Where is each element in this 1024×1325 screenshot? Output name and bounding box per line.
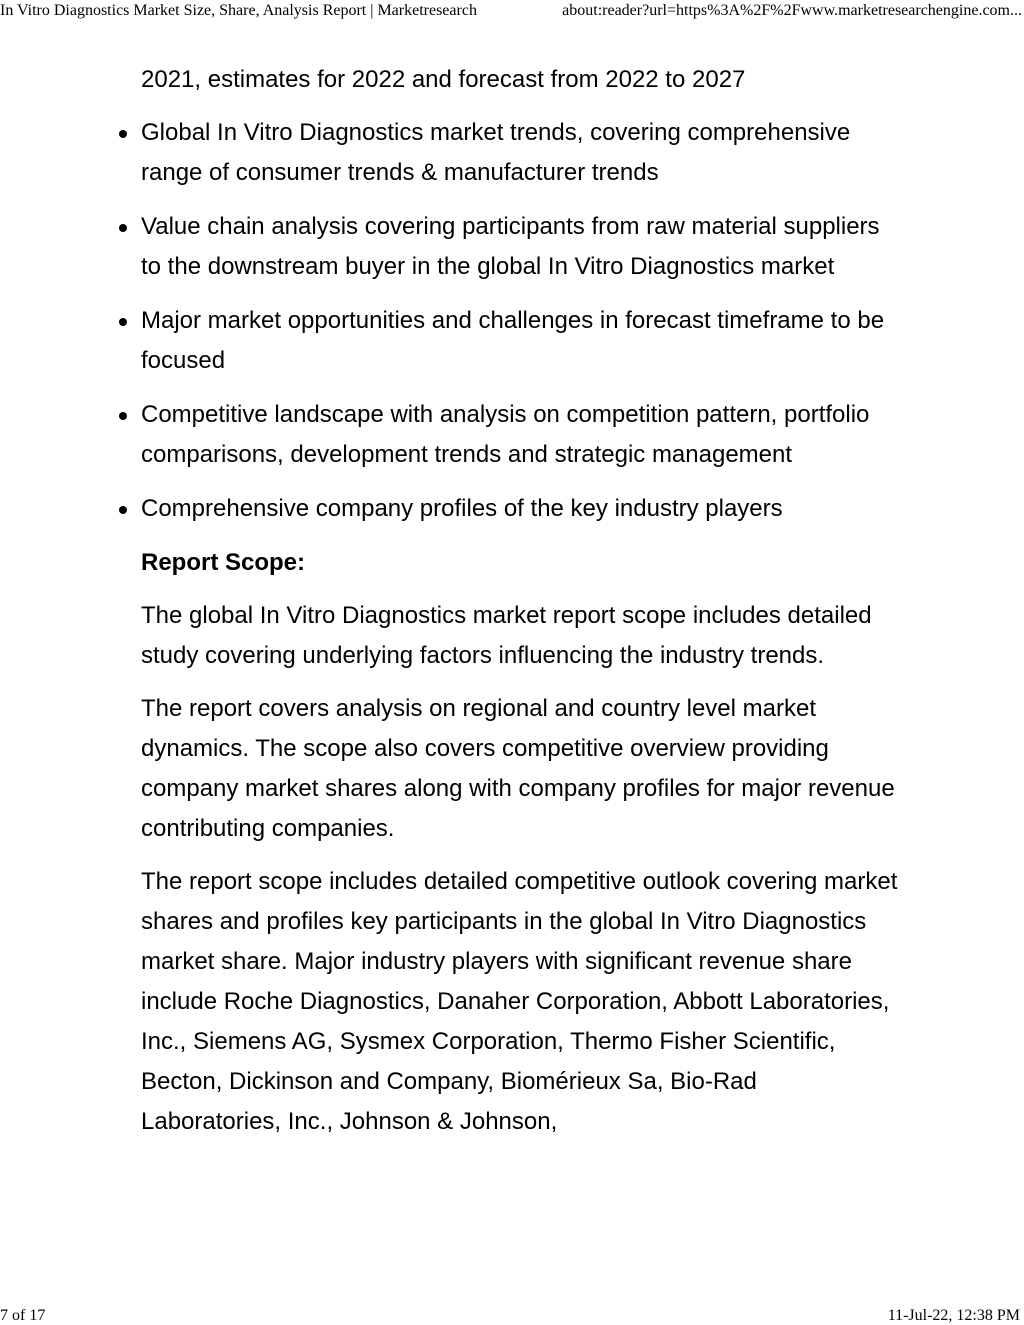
list-item [141, 113, 901, 193]
scope-paragraph-1: The global In Vitro Diagnostics market report scope includes detailed study covering underlying factors influencing the industry trends. [141, 602, 872, 669]
report-scope-heading: Report Scope: [141, 549, 306, 576]
article-body [141, 60, 901, 1155]
scope-paragraph-3: The report scope includes detailed competitive outlook covering market shares and profiles key participants in the global In Vitro Diagnostics market share. Major industry players with significant revenue share include Roche Diagnostics, Danaher Corporation, Abbott Laboratories, Inc., Siemens AG, Sysmex Corporation, Thermo Fisher Scientific, Becton, Dickinson and Company, Biomérieux Sa, Bio-Rad Laboratories, Inc., Johnson & Johnson, [141, 868, 898, 1135]
list-item-text: Comprehensive company profiles of the key industry players [141, 495, 783, 522]
print-footer [0, 1306, 1024, 1325]
bullet-icon [119, 224, 127, 232]
list-item-text: Value chain analysis covering participants from raw material suppliers to the downstream buyer in the global In Vitro Diagnostics market [141, 213, 880, 280]
report-features-list [141, 113, 901, 529]
print-datetime: 11-Jul-22, 12:38 PM [887, 1307, 1020, 1324]
list-item [141, 301, 901, 381]
bullet-icon [119, 130, 127, 138]
list-item [141, 395, 901, 475]
list-item-text: Competitive landscape with analysis on competition pattern, portfolio comparisons, development trends and strategic management [141, 401, 870, 468]
list-item-text: Global In Vitro Diagnostics market trends, covering comprehensive range of consumer trends & manufacturer trends [141, 119, 851, 186]
scope-paragraph-2: The report covers analysis on regional and country level market dynamics. The scope also covers competitive overview providing company market shares along with company profiles for major revenue contributing companies. [141, 695, 895, 842]
print-header [0, 0, 1024, 24]
page-title: In Vitro Diagnostics Market Size, Share, Analysis Report | Marketresearch [0, 2, 477, 19]
list-item [141, 489, 901, 529]
bullet-icon [119, 506, 127, 514]
page-url: about:reader?url=https%3A%2F%2Fwww.marketresearchengine.com... [562, 2, 1022, 19]
list-item [141, 207, 901, 287]
lead-continuation: 2021, estimates for 2022 and forecast from 2022 to 2027 [141, 66, 746, 93]
bullet-icon [119, 412, 127, 420]
page-count: 7 of 17 [0, 1307, 46, 1324]
list-item-text: Major market opportunities and challenges in forecast timeframe to be focused [141, 307, 885, 374]
bullet-icon [119, 318, 127, 326]
